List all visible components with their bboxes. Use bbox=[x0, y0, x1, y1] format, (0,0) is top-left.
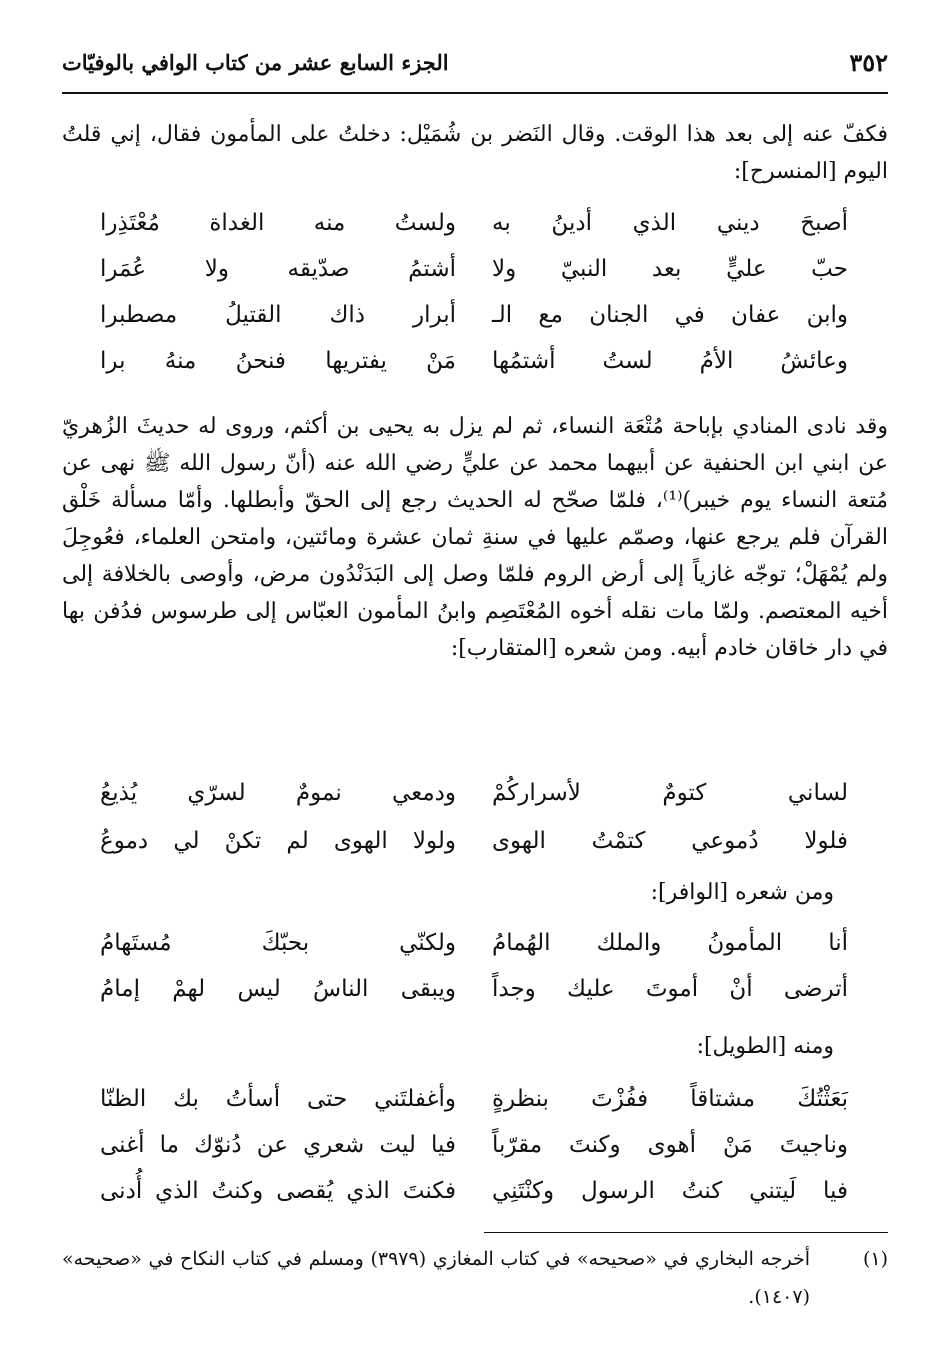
paragraph-text: وقد نادى المنادي بإباحة مُتْعَة النساء، ثم لم يزل به يحيى بن أكثم، وروى له حديثَ الزُهريّ عن ابني ابن الحنفية عن أبيهما محمد عن عليٍّ رضي الله عنه (أنّ رسول الله ﷺ نهى عن مُتعة النساء يوم خيبر)⁽¹⁾، فلمّا صحّح له الحديث رجع إلى الحقّ وأبطلها. وأمّا مسألة خَلْق القرآن فلم يرجع عنها، وصمّم عليها في سنةِ ثمان عشرة ومائتين، وامتحن العلماء، فعُوجِلَ ولم يُمْهَلْ؛ توجّه غازياً إلى أرض الروم فلمّا وصل إلى البَدَنْدُون مرض، وأوصى بالخلافة إلى أخيه المعتصم. ولمّا مات نقله أخوه المُعْتَصِم وابنُ المأمون العبّاس إلى طرسوس فدُفن بها في دار خاقان خادم أبيه. ومن شعره [المتقارب]: bbox=[62, 414, 889, 661]
verse-second-hemistich: وأغفلتَني حتى أسأتُ بك الظنّا bbox=[100, 1086, 456, 1112]
footnote-number: (١) bbox=[862, 1248, 888, 1270]
verse-first-hemistich: حبّ عليٍّ بعد النبيّ ولا bbox=[492, 256, 848, 282]
verse-first-hemistich: بَعَثْتُكَ مشتاقاً ففُزْتَ بنظرةٍ bbox=[492, 1086, 848, 1112]
verse-second-hemistich: مَنْ يفتريها فنحنُ منهُ برا bbox=[100, 348, 456, 374]
verse-line bbox=[100, 344, 848, 388]
verse-second-hemistich: أبرار ذاك القتيلُ مصطبرا bbox=[100, 302, 456, 328]
verse-line bbox=[100, 824, 848, 868]
verse-first-hemistich: فيا لَيتني كنتُ الرسول وكنْتَنِي bbox=[492, 1178, 848, 1204]
verse-first-hemistich: أترضى أنْ أموتَ عليك وجداً bbox=[492, 976, 848, 1002]
verse-first-hemistich: فلولا دُموعي كتمْتُ الهوى bbox=[492, 828, 848, 854]
page-header bbox=[62, 40, 888, 94]
footnote-text: أخرجه البخاري في «صحيحه» في كتاب المغازي (٣٩٧٩) ومسلم في كتاب النكاح في «صحيحه» (١٤٠٧). bbox=[62, 1248, 811, 1308]
verse-second-hemistich: فيا ليت شعري عن دُنوّك ما أغنى bbox=[100, 1132, 456, 1158]
verse-line bbox=[100, 926, 848, 970]
paragraph-1 bbox=[62, 116, 888, 190]
verse-line bbox=[100, 776, 848, 820]
verse-second-hemistich: ولولا الهوى لم تكنْ لي دموعُ bbox=[100, 828, 456, 854]
paragraph-2 bbox=[62, 408, 888, 667]
running-title: الجزء السابع عشر من كتاب الوافي بالوفيّات bbox=[62, 50, 449, 75]
footnote-divider bbox=[484, 1232, 888, 1233]
verse-line bbox=[100, 206, 848, 250]
paragraph-text: فكفّ عنه إلى بعد هذا الوقت. وقال النَضر بن شُمَيْل: دخلتُ على المأمون فقال، إني قلتُ اليوم [المنسرح]: bbox=[62, 122, 888, 184]
verse-first-hemistich: لساني كتومٌ لأسراركُمْ bbox=[492, 780, 848, 806]
verse-first-hemistich: أنا المأمونُ والملك الهُمامُ bbox=[492, 930, 848, 956]
verse-line bbox=[100, 298, 848, 342]
verse-line bbox=[100, 972, 848, 1016]
verse-line bbox=[100, 1082, 848, 1126]
verse-second-hemistich: ولستُ منه الغداة مُعْتَذِرا bbox=[100, 210, 456, 236]
verse-second-hemistich: أشتمُ صدّيقه ولا عُمَرا bbox=[100, 256, 456, 282]
verse-line bbox=[100, 1128, 848, 1172]
verse-second-hemistich: ولكنّي بحبّكَ مُستَهامُ bbox=[100, 930, 456, 956]
verse-first-hemistich: أصبحَ ديني الذي أدينُ به bbox=[492, 210, 848, 236]
page-number: ٣٥٢ bbox=[849, 48, 888, 77]
verse-first-hemistich: وابن عفان في الجنان مع الـ bbox=[492, 302, 848, 328]
verse-second-hemistich: فكنتَ الذي يُقصى وكنتُ الذي أُدنى bbox=[100, 1178, 456, 1204]
verse-line bbox=[100, 252, 848, 296]
verse-first-hemistich: وناجيتَ مَنْ أهوى وكنتَ مقرّباً bbox=[492, 1132, 848, 1158]
footnote bbox=[62, 1240, 888, 1316]
verse-first-hemistich: وعائشُ الأمُ لستُ أشتمُها bbox=[492, 348, 848, 374]
poem-intro: ومنه [الطويل]: bbox=[696, 1034, 834, 1059]
verse-second-hemistich: ويبقى الناسُ ليس لهمْ إمامُ bbox=[100, 976, 456, 1002]
verse-line bbox=[100, 1174, 848, 1218]
verse-second-hemistich: ودمعي نمومٌ لسرّي يُذيعُ bbox=[100, 780, 456, 806]
poem-intro: ومن شعره [الوافر]: bbox=[650, 880, 834, 905]
